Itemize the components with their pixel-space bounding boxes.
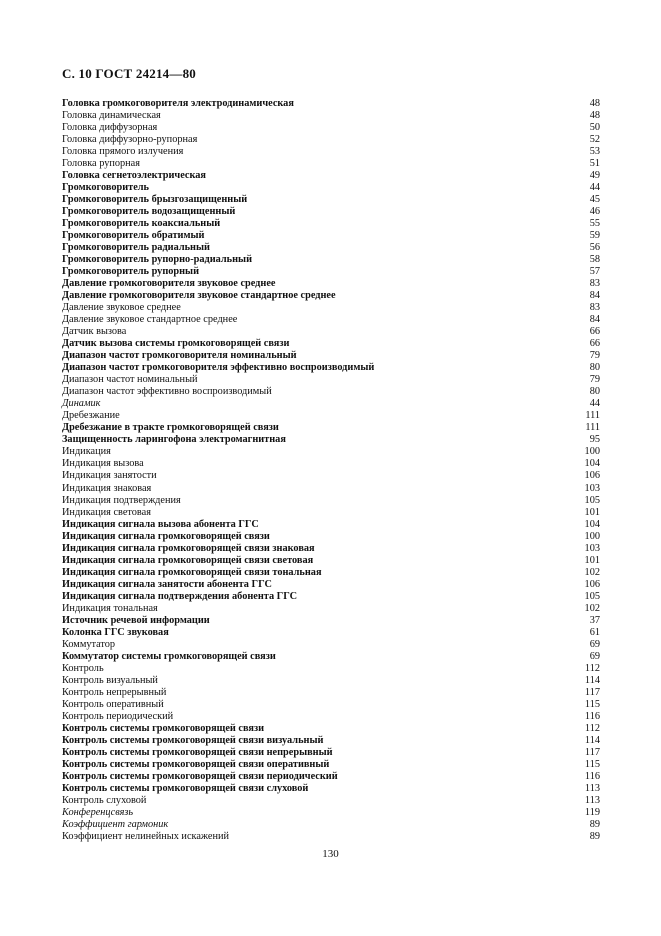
index-term: Колонка ГГС звуковая <box>62 626 169 638</box>
index-term: Индикация вызова <box>62 458 144 470</box>
index-entry <box>62 242 600 254</box>
index-entry <box>62 122 600 134</box>
index-entry <box>62 675 600 687</box>
index-entry <box>62 98 600 110</box>
index-page-ref: 37 <box>589 614 600 626</box>
index-page-ref: 69 <box>589 650 600 662</box>
index-term: Давление звуковое стандартное среднее <box>62 314 238 326</box>
index-entry <box>62 759 600 771</box>
index-term: Громкоговоритель водозащищенный <box>62 206 236 218</box>
index-entry <box>62 470 600 482</box>
index-entry <box>62 771 600 783</box>
index-page-ref: 104 <box>584 518 600 530</box>
index-entry <box>62 314 600 326</box>
index-term: Диапазон частот эффективно воспроизводимый <box>62 386 272 398</box>
index-term: Контроль слуховой <box>62 794 147 806</box>
index-page-ref: 119 <box>584 806 600 818</box>
index-term: Контроль системы громкоговорящей связи визуальный <box>62 734 324 746</box>
index-term: Конференцсвязь <box>62 806 134 818</box>
index-term: Контроль системы громкоговорящей связи оперативный <box>62 758 330 770</box>
index-term: Головка громкоговорителя электродинамическая <box>62 98 294 109</box>
index-entry <box>62 555 600 567</box>
index-term: Громкоговоритель радиальный <box>62 242 210 254</box>
index-page-ref: 56 <box>589 242 600 254</box>
index-page-ref: 114 <box>584 734 600 746</box>
index-term: Коммутатор <box>62 638 116 650</box>
index-term: Давление громкоговорителя звуковое стандартное среднее <box>62 290 336 302</box>
index-entry <box>62 230 600 242</box>
index-page-ref: 79 <box>589 374 600 386</box>
index-term: Контроль системы громкоговорящей связи периодический <box>62 770 338 782</box>
index-entry <box>62 495 600 507</box>
index-entry <box>62 723 600 735</box>
index-page-ref: 106 <box>584 578 600 590</box>
index-page-ref: 103 <box>584 542 600 554</box>
index-term: Коэффициент гармоник <box>62 818 169 830</box>
index-page-ref: 114 <box>584 674 600 686</box>
index-page-ref: 104 <box>584 458 600 470</box>
index-page-ref: 59 <box>589 230 600 242</box>
index-entry <box>62 398 600 410</box>
index-page-ref: 48 <box>589 110 600 122</box>
index-term: Индикация сигнала громкоговорящей связи <box>62 530 270 542</box>
index-page-ref: 69 <box>589 638 600 650</box>
index-entry <box>62 338 600 350</box>
index-term: Головка рупорная <box>62 158 140 170</box>
index-entry <box>62 146 600 158</box>
index-page-ref: 80 <box>589 386 600 398</box>
index-entry <box>62 591 600 603</box>
index-term: Контроль системы громкоговорящей связи непрерывный <box>62 746 333 758</box>
index-entry <box>62 531 600 543</box>
index-entry <box>62 110 600 122</box>
index-term: Источник речевой информации <box>62 614 210 626</box>
index-page-ref: 66 <box>589 338 600 350</box>
index-page-ref: 100 <box>584 530 600 542</box>
index-entry <box>62 386 600 398</box>
index-term: Громкоговоритель коаксиальный <box>62 218 221 230</box>
index-page-ref: 50 <box>589 122 600 134</box>
index-entry <box>62 458 600 470</box>
page-number: 130 <box>322 848 339 860</box>
index-page-ref: 103 <box>584 482 600 494</box>
index-entry <box>62 747 600 759</box>
index-page-ref: 84 <box>589 314 600 326</box>
index-page-ref: 100 <box>584 446 600 458</box>
index-term: Головка диффузорно-рупорная <box>62 134 198 146</box>
index-page-ref: 101 <box>584 554 600 566</box>
index-term: Индикация занятости <box>62 470 157 482</box>
index-page-ref: 102 <box>584 602 600 614</box>
index-term: Индикация сигнала громкоговорящей связи знаковая <box>62 542 315 554</box>
index-entry <box>62 543 600 555</box>
index-term: Громкоговоритель обратимый <box>62 230 205 242</box>
index-term: Индикация сигнала вызова абонента ГГС <box>62 518 259 530</box>
index-entry <box>62 603 600 615</box>
index-entry <box>62 735 600 747</box>
index-term: Контроль непрерывный <box>62 686 167 698</box>
index-page-ref: 106 <box>584 470 600 482</box>
index-page-ref: 117 <box>584 686 600 698</box>
term-index <box>62 98 600 843</box>
index-page-ref: 58 <box>589 254 600 266</box>
index-entry <box>62 627 600 639</box>
index-term: Контроль периодический <box>62 710 174 722</box>
index-page-ref: 53 <box>589 146 600 158</box>
index-entry <box>62 507 600 519</box>
index-page-ref: 46 <box>589 206 600 218</box>
index-term: Контроль оперативный <box>62 698 164 710</box>
index-page-ref: 116 <box>584 770 600 782</box>
index-page-ref: 101 <box>584 506 600 518</box>
index-page-ref: 102 <box>584 566 600 578</box>
index-entry <box>62 290 600 302</box>
index-entry <box>62 783 600 795</box>
index-page-ref: 83 <box>589 278 600 290</box>
index-entry <box>62 687 600 699</box>
index-term: Громкоговоритель рупорный <box>62 266 200 278</box>
index-page-ref: 48 <box>589 98 600 109</box>
index-entry <box>62 350 600 362</box>
index-term: Датчик вызова системы громкоговорящей связи <box>62 338 290 350</box>
index-page-ref: 115 <box>584 758 600 770</box>
index-page-ref: 112 <box>584 722 600 734</box>
index-term: Индикация тональная <box>62 602 158 614</box>
index-entry <box>62 807 600 819</box>
index-term: Датчик вызова <box>62 326 127 338</box>
index-page-ref: 111 <box>585 410 600 422</box>
index-entry <box>62 302 600 314</box>
index-page-ref: 95 <box>589 434 600 446</box>
index-entry <box>62 795 600 807</box>
index-term: Давление громкоговорителя звуковое среднее <box>62 278 276 290</box>
index-entry <box>62 326 600 338</box>
index-term: Защищенность ларингофона электромагнитная <box>62 434 286 446</box>
index-term: Индикация знаковая <box>62 482 152 494</box>
index-entry <box>62 254 600 266</box>
index-entry <box>62 699 600 711</box>
page-header: С. 10 ГОСТ 24214—80 <box>62 66 196 81</box>
index-term: Дребезжание <box>62 410 120 422</box>
index-term: Диапазон частот громкоговорителя эффективно воспроизводимый <box>62 362 375 374</box>
index-entry <box>62 639 600 651</box>
index-term: Громкоговоритель брызгозащищенный <box>62 194 248 206</box>
index-term: Индикация сигнала подтверждения абонента ГГС <box>62 590 298 602</box>
index-term: Индикация сигнала громкоговорящей связи тональная <box>62 566 322 578</box>
index-entry <box>62 194 600 206</box>
index-term: Коэффициент нелинейных искажений <box>62 830 230 842</box>
index-entry <box>62 362 600 374</box>
index-entry <box>62 711 600 723</box>
index-entry <box>62 831 600 843</box>
index-term: Контроль <box>62 662 104 674</box>
index-entry <box>62 819 600 831</box>
index-term: Давление звуковое среднее <box>62 302 181 314</box>
index-term: Диапазон частот громкоговорителя номинальный <box>62 350 297 362</box>
index-page-ref: 44 <box>589 398 600 410</box>
index-term: Коммутатор системы громкоговорящей связи <box>62 650 276 662</box>
index-page-ref: 45 <box>589 194 600 206</box>
index-entry <box>62 579 600 591</box>
index-page-ref: 113 <box>584 794 600 806</box>
index-page-ref: 80 <box>589 362 600 374</box>
index-entry <box>62 158 600 170</box>
index-entry <box>62 218 600 230</box>
index-entry <box>62 206 600 218</box>
index-page-ref: 111 <box>585 422 600 434</box>
index-term: Индикация подтверждения <box>62 494 181 506</box>
index-page-ref: 79 <box>589 350 600 362</box>
index-page-ref: 55 <box>589 218 600 230</box>
index-entry <box>62 663 600 675</box>
index-entry <box>62 374 600 386</box>
index-term: Индикация сигнала занятости абонента ГГС <box>62 578 272 590</box>
index-entry <box>62 170 600 182</box>
index-page-ref: 52 <box>589 134 600 146</box>
index-term: Контроль визуальный <box>62 674 158 686</box>
index-entry <box>62 483 600 495</box>
index-term: Громкоговоритель рупорно-радиальный <box>62 254 253 266</box>
index-entry <box>62 434 600 446</box>
index-page-ref: 115 <box>584 698 600 710</box>
index-page-ref: 57 <box>589 266 600 278</box>
index-page-ref: 116 <box>584 710 600 722</box>
index-entry <box>62 182 600 194</box>
index-term: Контроль системы громкоговорящей связи слуховой <box>62 782 309 794</box>
index-term: Дребезжание в тракте громкоговорящей связи <box>62 422 279 434</box>
index-term: Контроль системы громкоговорящей связи <box>62 722 265 734</box>
index-page-ref: 44 <box>589 182 600 194</box>
index-page-ref: 113 <box>584 782 600 794</box>
index-page-ref: 112 <box>584 662 600 674</box>
index-page-ref: 89 <box>589 818 600 830</box>
index-entry <box>62 519 600 531</box>
index-page-ref: 89 <box>589 830 600 842</box>
index-entry <box>62 266 600 278</box>
index-page-ref: 83 <box>589 302 600 314</box>
index-entry <box>62 651 600 663</box>
index-page-ref: 49 <box>589 170 600 182</box>
index-entry <box>62 446 600 458</box>
index-term: Динамик <box>62 398 101 410</box>
index-term: Головка сегнетоэлектрическая <box>62 170 206 182</box>
index-entry <box>62 134 600 146</box>
index-term: Головка динамическая <box>62 110 161 122</box>
index-term: Громкоговоритель <box>62 182 150 194</box>
index-page-ref: 117 <box>584 746 600 758</box>
index-entry <box>62 615 600 627</box>
index-entry <box>62 567 600 579</box>
index-page-ref: 61 <box>589 626 600 638</box>
index-term: Головка прямого излучения <box>62 146 184 158</box>
index-page-ref: 51 <box>589 158 600 170</box>
index-term: Головка диффузорная <box>62 122 158 134</box>
index-term: Индикация световая <box>62 506 151 518</box>
index-term: Индикация сигнала громкоговорящей связи световая <box>62 554 314 566</box>
index-term: Диапазон частот номинальный <box>62 374 198 386</box>
index-page-ref: 66 <box>589 326 600 338</box>
index-term: Индикация <box>62 446 111 458</box>
index-page-ref: 105 <box>584 590 600 602</box>
index-entry <box>62 410 600 422</box>
index-entry <box>62 278 600 290</box>
index-page-ref: 105 <box>584 494 600 506</box>
index-entry <box>62 422 600 434</box>
index-page-ref: 84 <box>589 290 600 302</box>
